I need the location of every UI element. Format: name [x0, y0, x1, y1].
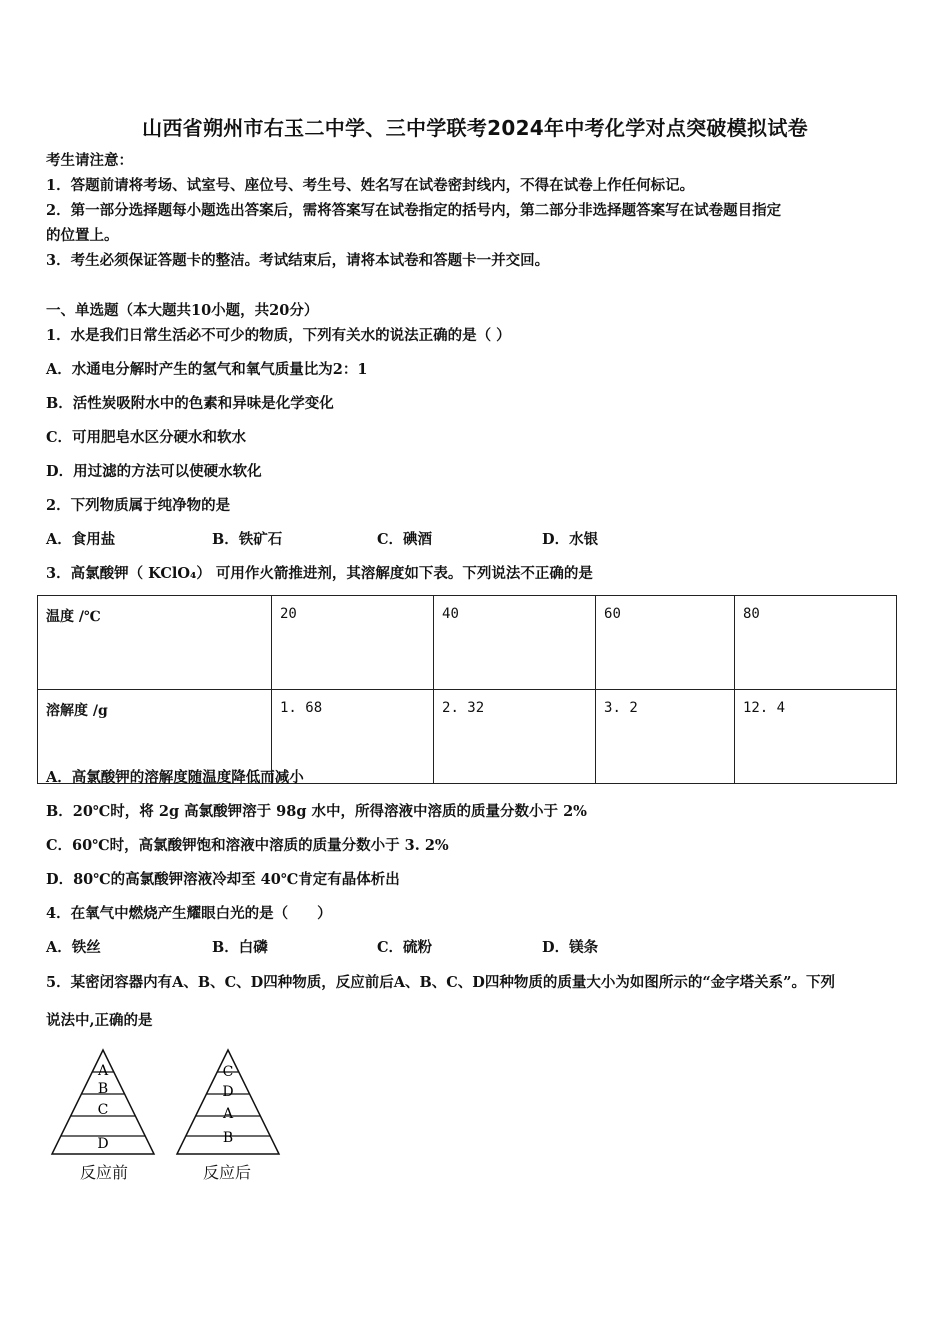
- table-cell: 60: [596, 596, 735, 690]
- q1-option-d: D．用过滤的方法可以使硬水软化: [46, 463, 262, 480]
- q1-option-c: C．可用肥皂水区分硬水和软水: [46, 429, 247, 446]
- q2-option-a: A．食用盐: [46, 531, 116, 548]
- q3-option-d: D．80℃的高氯酸钾溶液冷却至 40℃肯定有晶体析出: [46, 871, 400, 888]
- q3-stem: 3．高氯酸钾（ KClO₄） 可用作火箭推进剂，其溶解度如下表。下列说法不正确的是: [46, 565, 593, 582]
- notice-item-3: 3．考生必须保证答题卡的整洁。考试结束后，请将本试卷和答题卡一并交回。: [46, 252, 550, 269]
- q4-option-a: A．铁丝: [46, 939, 101, 956]
- caption-after: 反应后: [203, 1163, 252, 1182]
- pyramid-after-level-2: D: [222, 1084, 234, 1100]
- caption-before: 反应前: [80, 1163, 129, 1182]
- pyramid-after-level-4: B: [222, 1130, 234, 1146]
- notice-item-2: 2．第一部分选择题每小题选出答案后，需将答案写在试卷指定的括号内，第二部分非选择题答案写在试卷题目指定: [46, 202, 782, 219]
- q2-option-d: D．水银: [542, 531, 599, 548]
- pyramid-before-level-4: D: [97, 1136, 109, 1152]
- q1-option-a: A．水通电分解时产生的氢气和氧气质量比为2：1: [46, 361, 368, 378]
- q4-option-c: C．硫粉: [377, 939, 433, 956]
- table-cell: 溶解度 /g: [38, 690, 272, 784]
- q3-option-b: B．20℃时，将 2g 高氯酸钾溶于 98g 水中，所得溶液中溶质的质量分数小于 2%: [46, 803, 587, 820]
- pyramid-after: [175, 1048, 281, 1158]
- pyramid-before-level-3: C: [97, 1102, 109, 1118]
- notice-item-1: 1．答题前请将考场、试室号、座位号、考生号、姓名写在试卷密封线内，不得在试卷上作任何标记。: [46, 177, 695, 194]
- exam-title: 山西省朔州市右玉二中学、三中学联考2024年中考化学对点突破模拟试卷: [142, 116, 808, 140]
- table-cell: 2. 32: [434, 690, 596, 784]
- q5-stem-cont: 说法中,正确的是: [46, 1012, 153, 1029]
- notice-item-2-cont: 的位置上。: [46, 227, 119, 244]
- q3-option-c: C．60℃时，高氯酸钾饱和溶液中溶质的质量分数小于 3. 2%: [46, 837, 449, 854]
- table-cell: 温度 /℃: [38, 596, 272, 690]
- q1-stem: 1．水是我们日常生活必不可少的物质，下列有关水的说法正确的是（ ）: [46, 327, 511, 344]
- table-cell: 1. 68: [272, 690, 434, 784]
- pyramid-after-level-1: C: [222, 1064, 234, 1080]
- q2-option-c: C．碘酒: [377, 531, 433, 548]
- q1-option-b: B．活性炭吸附水中的色素和异味是化学变化: [46, 395, 334, 412]
- q4-option-d: D．镁条: [542, 939, 599, 956]
- table-cell: 12. 4: [734, 690, 896, 784]
- table-cell: 20: [272, 596, 434, 690]
- pyramid-before-level-1: A: [97, 1063, 109, 1079]
- pyramid-before: [50, 1048, 156, 1158]
- table-cell: 3. 2: [596, 690, 735, 784]
- pyramid-after-level-3: A: [222, 1106, 234, 1122]
- q4-stem: 4．在氧气中燃烧产生耀眼白光的是（ ）: [46, 905, 332, 922]
- q2-option-b: B．铁矿石: [212, 531, 283, 548]
- pyramid-before-level-2: B: [97, 1081, 109, 1097]
- solubility-table: [37, 595, 897, 784]
- table-cell: 40: [434, 596, 596, 690]
- section-heading: 一、单选题（本大题共10小题，共20分）: [46, 302, 319, 319]
- q4-option-b: B．白磷: [212, 939, 268, 956]
- q2-stem: 2．下列物质属于纯净物的是: [46, 497, 231, 514]
- notice-heading: 考生请注意：: [46, 152, 133, 169]
- q3-option-a: A．高氯酸钾的溶解度随温度降低而减小: [46, 769, 304, 786]
- q5-stem: 5．某密闭容器内有A、B、C、D四种物质，反应前后A、B、C、D四种物质的质量大小为如图所示的“金字塔关系”。下列: [46, 974, 836, 991]
- table-row: [38, 596, 897, 690]
- table-cell: 80: [734, 596, 896, 690]
